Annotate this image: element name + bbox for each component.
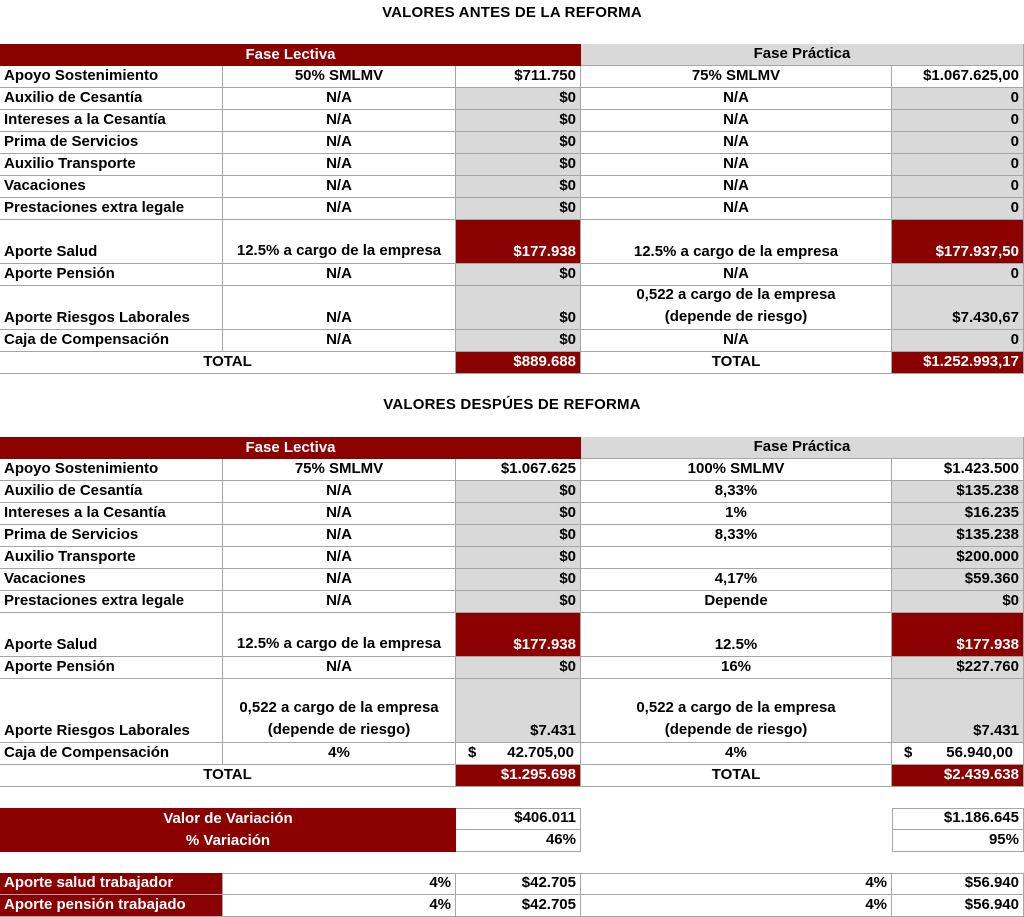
practica-value: 0 [892,330,1024,352]
worker-practica-pct: 4% [581,873,892,895]
practica-value: $1.423.500 [892,459,1024,481]
row-label: Vacaciones [0,176,223,198]
lectiva-desc: N/A [223,547,456,569]
lectiva-value: $0 [456,176,581,198]
row-label: Prestaciones extra legale [0,591,223,613]
lectiva-value: $0 [456,88,581,110]
practica-value: $200.000 [892,547,1024,569]
lectiva-value: $0 [456,330,581,352]
variation-value-lectiva: $406.011 [456,808,581,830]
practica-value: $7.430,67 [892,286,1024,330]
practica-desc: 1% [581,503,892,525]
lectiva-desc: N/A [223,198,456,220]
row-label: Apoyo Sostenimiento [0,66,223,88]
lectiva-desc: N/A [223,657,456,679]
total-label: TOTAL [581,352,892,374]
lectiva-desc: 50% SMLMV [223,66,456,88]
lectiva-value: $0 [456,154,581,176]
practica-value: 56.940,00 [946,744,1013,761]
worker-lectiva-value: $42.705 [456,895,581,917]
worker-practica-value: $56.940 [892,873,1024,895]
lectiva-desc: 12.5% a cargo de la empresa [223,220,456,264]
practica-value: $227.760 [892,657,1024,679]
variation-value-label: Valor de Variación [0,808,456,830]
lectiva-value: $177.938 [456,220,581,264]
practica-value: $0 [892,591,1024,613]
lectiva-value: $177.938 [456,613,581,657]
lectiva-desc: N/A [223,525,456,547]
practica-desc: N/A [581,176,892,198]
lectiva-value: $0 [456,525,581,547]
lectiva-value: $0 [456,503,581,525]
practica-desc: N/A [581,198,892,220]
lectiva-desc: 12.5% a cargo de la empresa [223,613,456,657]
lectiva-desc: N/A [223,330,456,352]
worker-lectiva-pct: 4% [223,895,456,917]
row-label: Prima de Servicios [0,525,223,547]
row-label: Auxilio de Cesantía [0,88,223,110]
lectiva-desc: N/A [223,176,456,198]
row-label: Aporte Salud [0,220,223,264]
after-practica-header: Fase Práctica [581,437,1024,459]
lectiva-desc: N/A [223,503,456,525]
total-label: TOTAL [581,765,892,787]
practica-desc: 0,522 a cargo de la empresa (depende de riesgo) [581,679,892,743]
practica-value: $7.431 [892,679,1024,743]
row-label: Vacaciones [0,569,223,591]
after-lectiva-header: Fase Lectiva [0,437,581,459]
lectiva-value: $711.750 [456,66,581,88]
total-label: TOTAL [0,352,456,374]
variation-value-practica: $1.186.645 [892,808,1024,830]
before-title: VALORES ANTES DE LA REFORMA [382,4,642,21]
row-label: Aporte Salud [0,613,223,657]
practica-value: 0 [892,198,1024,220]
row-label: Prima de Servicios [0,132,223,154]
worker-label: Aporte pensión trabajado [0,895,223,917]
lectiva-value: $0 [456,198,581,220]
practica-desc: 12.5% a cargo de la empresa [581,220,892,264]
practica-value-accounting [892,743,1024,765]
lectiva-desc: N/A [223,154,456,176]
practica-desc: N/A [581,154,892,176]
practica-desc: 8,33% [581,525,892,547]
lectiva-value: $0 [456,569,581,591]
worker-practica-pct: 4% [581,895,892,917]
lectiva-value: $1.067.625 [456,459,581,481]
practica-value: 0 [892,110,1024,132]
lectiva-value: $0 [456,591,581,613]
practica-value: 0 [892,88,1024,110]
lectiva-desc: 0,522 a cargo de la empresa (depende de riesgo) [223,679,456,743]
row-label: Aporte Pensión [0,264,223,286]
practica-desc: 75% SMLMV [581,66,892,88]
practica-desc: 0,522 a cargo de la empresa (depende de riesgo) [581,286,892,330]
lectiva-desc: N/A [223,286,456,330]
lectiva-value: $0 [456,110,581,132]
lectiva-value: $0 [456,132,581,154]
lectiva-value: $7.431 [456,679,581,743]
practica-desc [581,547,892,569]
row-label: Intereses a la Cesantía [0,503,223,525]
currency-symbol: $ [468,744,477,761]
practica-desc: 12.5% [581,613,892,657]
lectiva-value: $0 [456,481,581,503]
after-title: VALORES DESPÚES DE REFORMA [383,396,641,413]
row-label: Caja de Compensación [0,330,223,352]
lectiva-desc: 75% SMLMV [223,459,456,481]
total-lectiva: $1.295.698 [456,765,581,787]
practica-desc: 4,17% [581,569,892,591]
lectiva-desc: 4% [223,743,456,765]
practica-value: $177.937,50 [892,220,1024,264]
lectiva-desc: N/A [223,88,456,110]
row-label: Aporte Riesgos Laborales [0,286,223,330]
total-label: TOTAL [0,765,456,787]
lectiva-value: $0 [456,264,581,286]
row-label: Apoyo Sostenimiento [0,459,223,481]
row-label: Prestaciones extra legale [0,198,223,220]
practica-value: $1.067.625,00 [892,66,1024,88]
total-practica: $2.439.638 [892,765,1024,787]
lectiva-value: $0 [456,657,581,679]
lectiva-value: $0 [456,547,581,569]
before-lectiva-header: Fase Lectiva [0,44,581,66]
practica-value: 0 [892,154,1024,176]
practica-value: 0 [892,264,1024,286]
row-label: Caja de Compensación [0,743,223,765]
practica-value: $135.238 [892,525,1024,547]
variation-pct-practica: 95% [892,830,1024,852]
practica-desc: 16% [581,657,892,679]
lectiva-desc: N/A [223,110,456,132]
currency-symbol: $ [904,744,913,761]
before-practica-header: Fase Práctica [581,44,1024,66]
practica-value: 0 [892,132,1024,154]
worker-lectiva-pct: 4% [223,873,456,895]
practica-value: $59.360 [892,569,1024,591]
lectiva-value: 42.705,00 [507,744,574,761]
practica-desc: 8,33% [581,481,892,503]
total-practica: $1.252.993,17 [892,352,1024,374]
row-label: Intereses a la Cesantía [0,110,223,132]
variation-pct-label: % Variación [0,830,456,852]
practica-value: 0 [892,176,1024,198]
lectiva-desc: N/A [223,481,456,503]
lectiva-desc: N/A [223,264,456,286]
practica-desc: N/A [581,330,892,352]
practica-desc: N/A [581,264,892,286]
lectiva-desc: N/A [223,591,456,613]
total-lectiva: $889.688 [456,352,581,374]
variation-pct-lectiva: 46% [456,830,581,852]
row-label: Auxilio Transporte [0,547,223,569]
row-label: Aporte Pensión [0,657,223,679]
practica-desc: 100% SMLMV [581,459,892,481]
worker-label: Aporte salud trabajador [0,873,223,895]
row-label: Aporte Riesgos Laborales [0,679,223,743]
worker-practica-value: $56.940 [892,895,1024,917]
practica-desc: Depende [581,591,892,613]
practica-value: $177.938 [892,613,1024,657]
practica-value: $135.238 [892,481,1024,503]
worker-lectiva-value: $42.705 [456,873,581,895]
practica-desc: N/A [581,110,892,132]
practica-desc: N/A [581,88,892,110]
practica-desc: 4% [581,743,892,765]
row-label: Auxilio de Cesantía [0,481,223,503]
lectiva-desc: N/A [223,132,456,154]
practica-desc: N/A [581,132,892,154]
row-label: Auxilio Transporte [0,154,223,176]
lectiva-value-accounting [456,743,581,765]
lectiva-desc: N/A [223,569,456,591]
lectiva-value: $0 [456,286,581,330]
practica-value: $16.235 [892,503,1024,525]
